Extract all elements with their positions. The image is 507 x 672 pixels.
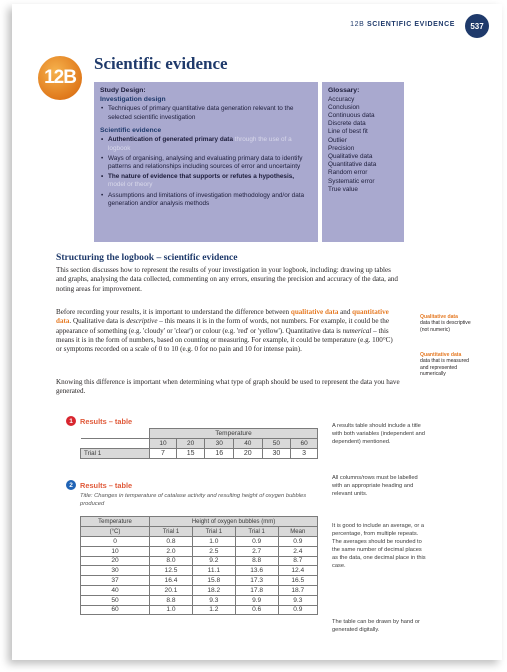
side-note-title: A results table should include a title with both variables (independent and dependent) mentioned. [332, 423, 425, 446]
glossary-term: Random error [328, 169, 368, 177]
paragraph-data-types: Before recording your results, it is important to understand the difference between qualitative data and quantitative data. Qualitative data is descriptive – this means it is in the form of words, not numbers. For example, it could be the appearance of something (e.g. 'cloudy' or 'clear') or colour (e.g. 'red' or 'yellow'). Quantitative data is numerical – this means it is in the form of numbers, based on counting or measuring. For example, it could be temperature (e.g. 100°C) or symptoms recorded on a scale of 0 to 10 (e.g. 0 for no pain and 10 for intense pain). [56, 308, 393, 354]
table-row: 50 8.8 9.3 9.9 9.3 [81, 595, 318, 605]
running-header [350, 21, 455, 28]
glossary-term: Systematic error [328, 177, 375, 185]
side-note-labels: All columns/rows must be labelled with an appropriate heading and relevant units. [332, 475, 418, 498]
study-design-box [94, 82, 318, 242]
table-row: 0 0.8 1.0 0.9 0.9 [81, 537, 318, 547]
side-note-drawn: The table can be drawn by hand or generated digitally. [332, 619, 420, 634]
evidence-list [100, 136, 312, 208]
study-design-heading: Study Design: [100, 87, 146, 94]
table-row: Trial 1 7 15 16 20 30 3 [81, 449, 318, 459]
table-row: 60 1.0 1.2 0.6 0.9 [81, 605, 318, 615]
col-temperature: Temperature [81, 517, 150, 527]
list-item: • Assumptions and limitations of investigation methodology and/or data generation and/or analysis methods [100, 192, 312, 208]
table-header-temperature: Temperature [150, 429, 318, 439]
glossary-term: Qualitative data [328, 153, 373, 160]
table-row: 10 2.0 2.5 2.7 2.4 [81, 546, 318, 556]
glossary-term: True value [328, 185, 358, 193]
glossary-term: Precision [328, 144, 355, 152]
chapter-code: 12B [350, 21, 365, 28]
investigation-list [100, 105, 312, 121]
page-title: Scientific evidence [94, 54, 228, 73]
evidence-heading: Scientific evidence [100, 126, 162, 134]
margin-note-qualitative: Qualitative data data that is descriptive (not numeric) [420, 314, 471, 333]
results-table-2: Temperature Height of oxygen bubbles (mm) (°C) Trial 1 Trial 1 Trial 1 Mean 0 0.8 1.0 0.9 0.9 10 2.0 2.5 2.7 2.4 20 8.0 9.2 8.8 8.7 30 12.5 11.1 13.6 12.4 37 16.4 15.8 17.3 16.5 40 20.1 18.2 17.8 18.7 50 8.8 9.3 9.9 9.3 60 1.0 1.2 0.6 0.9 [80, 516, 318, 615]
glossary-box [322, 82, 404, 242]
number-badge-1: 1 [66, 416, 76, 426]
glossary-term: Quantitative data [328, 161, 377, 169]
glossary-term: Outlier [328, 136, 347, 144]
paragraph-intro: This section discusses how to represent the results of your investigation in your logbook, including: drawing up tables and graphs, analysing the data collected, commenting on any errors, ensuring the precision and accuracy of the data, and noting areas for improvement. [56, 266, 398, 293]
number-badge-2: 2 [66, 480, 76, 490]
glossary-heading: Glossary: [328, 87, 360, 94]
glossary-term: Line of best fit [328, 128, 368, 136]
side-note-average: It is good to include an average, or a percentage, from multiple repeats. The averages should be rounded to the same number of decimal places as the data, one decimal place in this case. [332, 523, 426, 570]
list-item: • Ways of organising, analysing and evaluating primary data to identify patterns and relationships including sources of error and uncertainty [100, 155, 312, 171]
investigation-heading: Investigation design [100, 95, 166, 103]
results-table-1: Temperature 10 20 30 40 50 60 Trial 1 7 15 16 20 30 3 [80, 428, 318, 459]
glossary-term: Conclusion [328, 103, 360, 111]
section-title-header: SCIENTIFIC EVIDENCE [366, 21, 455, 28]
chapter-badge: 12B [38, 56, 82, 100]
list-item: • The nature of evidence that supports or refutes a hypothesis, model or theory [100, 173, 312, 189]
margin-note-quantitative: Quantitative data data that is measured and represented numerically [420, 352, 469, 378]
table-caption: Title: Changes in temperature of catalase activity and resulting height of oxygen bubbles produced [80, 493, 307, 507]
section-heading: Structuring the logbook – scientific evidence [56, 252, 238, 263]
glossary-term: Continuous data [328, 112, 375, 120]
table-row: 37 16.4 15.8 17.3 16.5 [81, 576, 318, 586]
results-table-label-2: 2 Results – table [66, 480, 132, 490]
list-item: • Authentication of generated primary data through the use of a logbook [100, 136, 312, 152]
table-row: 30 12.5 11.1 13.6 12.4 [81, 566, 318, 576]
table-row: 20 8.0 9.2 8.8 8.7 [81, 556, 318, 566]
page-number: 537 [465, 14, 489, 38]
results-table-label-1: 1 Results – table [66, 416, 132, 426]
col-height: Height of oxygen bubbles (mm) [150, 517, 318, 527]
table-row: 40 20.1 18.2 17.8 18.7 [81, 585, 318, 595]
list-item: • Techniques of primary quantitative data generation relevant to the selected scientific investigation [100, 105, 312, 121]
glossary-term: Discrete data [328, 120, 366, 128]
glossary-term: Accuracy [328, 95, 355, 103]
paragraph-graph: Knowing this difference is important when determining what type of graph should be used to represent the data you have generated. [56, 378, 400, 396]
